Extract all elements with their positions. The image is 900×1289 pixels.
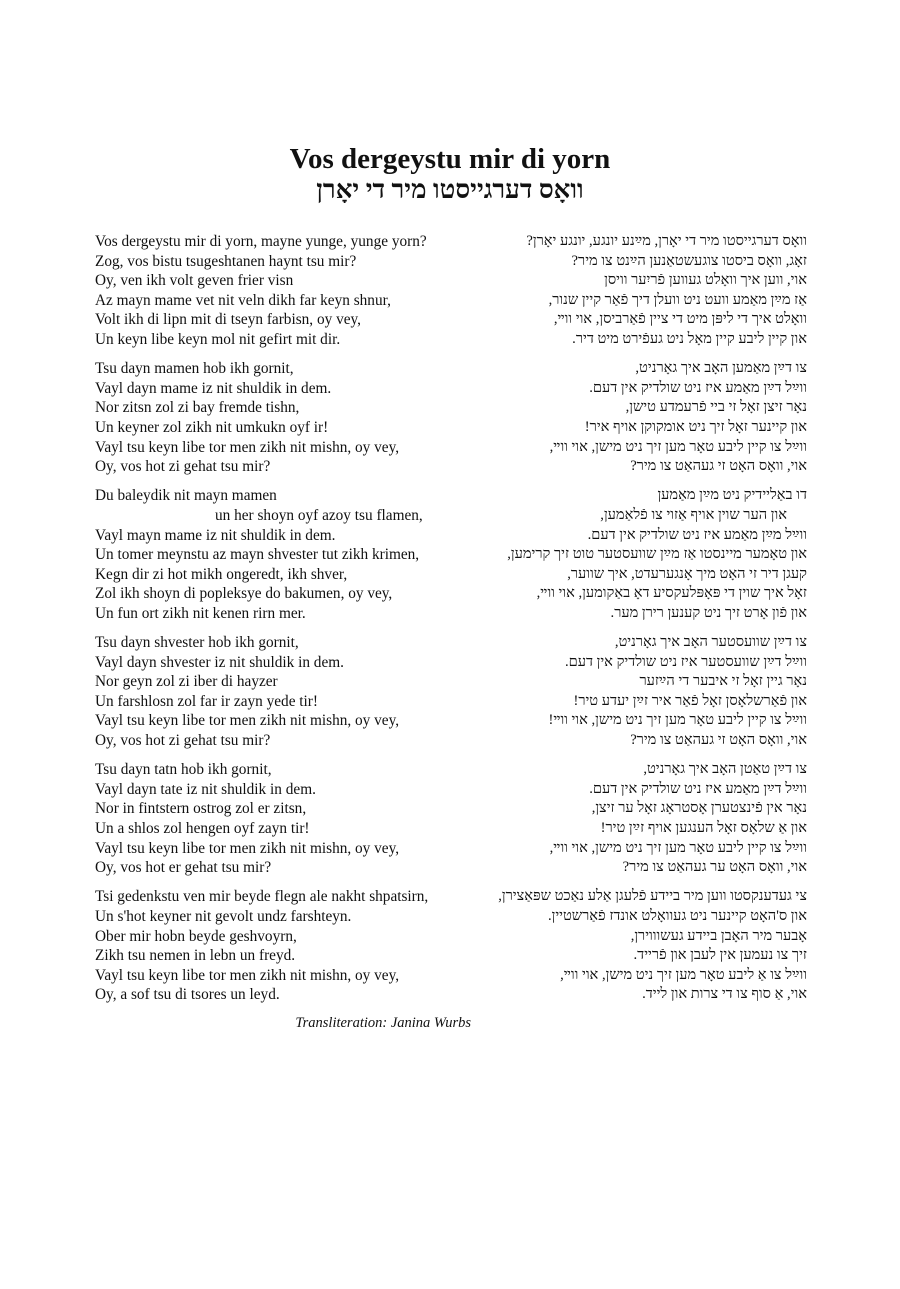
hebrew-line: צו דײַן שוועסטער האָב איך גאָרניט, (614, 634, 807, 651)
latin-line: Un a shlos zol hengen oyf zayn tir! (95, 820, 310, 837)
hebrew-line: נאָר אין פֿינצטערן אָסטראָג זאָל ער זיצן, (591, 800, 807, 817)
hebrew-line: ווײַל צו אַ ליבע טאָר מען זיך ניט מישן, אוי ווײ, (560, 966, 807, 983)
stanza-hebrew-column (483, 633, 807, 751)
hebrew-line: און קיין ליבע קיין מאָל ניט געפֿירט מיט דיר. (572, 330, 807, 347)
stanza-hebrew-column (483, 486, 807, 623)
stanza-5 (95, 760, 807, 878)
hebrew-line: אוי, אַ סוף צו די צרות און לייד. (642, 986, 807, 1003)
hebrew-line: ווײַל צו קיין ליבע טאָר מען זיך ניט מישן, אוי ווײ! (548, 712, 807, 729)
hebrew-line: וואָלט איך די ליפּן מיט די ציין פֿאַרביסן, אוי ווײ, (553, 311, 807, 328)
hebrew-line: און הער שוין אויף אַזוי צו פֿלאַמען, (600, 506, 787, 523)
title-latin: Vos dergeystu mir di yorn (289, 143, 611, 175)
hebrew-line: ווײַל דײַן מאַמע איז ניט שולדיק אין דעם. (589, 379, 807, 396)
transliteration-credit: Transliteration: Janina Wurbs (295, 1015, 471, 1031)
hebrew-line: ווײַל מײַן מאַמע איז ניט שולדיק אין דעם. (587, 526, 807, 543)
hebrew-line: און טאָמער מיינסטו אַז מײַן שוועסטער טוט זיך קרימען, (507, 546, 807, 563)
hebrew-line: אוי, וואָס האָט ער געהאַט צו מיר? (622, 859, 807, 876)
hebrew-line: זאָל איך שוין די פּאָפּלעקסיע דאָ באַקומען, אוי ווײ, (536, 585, 807, 602)
latin-line: Un keyn libe keyn mol nit gefirt mit dir. (95, 330, 341, 348)
latin-line: Tsu dayn shvester hob ikh gornit, (95, 634, 299, 652)
latin-line: Un s'hot keyner nit gevolt undz farshteyn. (95, 907, 352, 925)
latin-line: Zol ikh shoyn di popleksye do bakumen, oy vey, (95, 585, 393, 603)
latin-line: Oy, vos hot zi gehat tsu mir? (95, 732, 271, 750)
latin-line: Vayl tsu keyn libe tor men zikh nit mishn, oy vey, (95, 839, 400, 857)
latin-line: Zog, vos bistu tsugeshtanen haynt tsu mir? (95, 252, 357, 270)
latin-line: Vos dergeystu mir di yorn, mayne yunge, yunge yorn? (95, 233, 427, 250)
latin-line: Vayl dayn tate iz nit shuldik in dem. (95, 780, 316, 798)
latin-line: Vayl dayn shvester iz nit shuldik in dem. (95, 653, 344, 671)
hebrew-line: אוי, וואָס האָט זי געהאַט צו מיר? (630, 732, 807, 749)
poem-columns (95, 232, 807, 1015)
hebrew-line: דו באַליידיק ניט מײַן מאַמען (657, 487, 807, 504)
hebrew-line: צו דײַן טאַטן האָב איך גאָרניט, (643, 761, 807, 778)
hebrew-line: און ס'האָט קיינער ניט געוואָלט אונדז פֿאַרשטיין. (547, 907, 807, 924)
stanza-hebrew-column (483, 760, 807, 878)
latin-line: Vayl tsu keyn libe tor men zikh nit mishn, oy vey, (95, 438, 400, 456)
latin-line: Vayl tsu keyn libe tor men zikh nit mishn, oy vey, (95, 712, 400, 730)
stanza-hebrew-column (483, 232, 807, 350)
latin-line: Tsu dayn mamen hob ikh gornit, (95, 360, 294, 378)
stanza-latin-column (95, 359, 483, 477)
latin-line: Kegn dir zi hot mikh ongeredt, ikh shver, (95, 565, 348, 583)
latin-line: Du baleydik nit mayn mamen (95, 487, 277, 505)
hebrew-line: אוי, ווען איך וואָלט געווען פֿריִער וויסן (604, 272, 807, 289)
hebrew-line: צי געדענקסטו ווען מיר ביידע פֿלעגן אַלע נאַכט שפּאַצירן, (498, 888, 807, 905)
hebrew-line: ווײַל צו קיין ליבע טאָר מען זיך ניט מישן, אוי ווײ, (549, 438, 807, 455)
latin-line: Tsi gedenkstu ven mir beyde flegn ale nakht shpatsirn, (95, 888, 429, 906)
latin-line: Un tomer meynstu az mayn shvester tut zikh krimen, (95, 546, 420, 564)
latin-line: Oy, vos hot er gehat tsu mir? (95, 859, 272, 877)
stanza-latin-column (95, 887, 483, 1005)
stanza-2 (95, 359, 807, 477)
stanza-latin-column (95, 633, 483, 751)
hebrew-line: זיך צו נעמען אין לעבן און פֿרייד. (633, 947, 807, 964)
stanza-4 (95, 633, 807, 751)
stanza-3 (95, 486, 807, 623)
hebrew-line: וואָס דערגייסטו מיר די יאָרן, מײַנע יונגע, יונגע יאָרן? (526, 233, 807, 249)
hebrew-line: קעגן דיר זי האָט מיך אָנגערעדט, איך שווער, (567, 565, 807, 582)
title-block (0, 143, 900, 205)
stanza-hebrew-column (483, 359, 807, 477)
hebrew-line: אוי, וואָס האָט זי געהאַט צו מיר? (630, 458, 807, 475)
hebrew-line: זאָג, וואָס ביסטו צוגעשטאַנען הײַנט צו מיר? (571, 252, 807, 269)
latin-line: Nor in fintstern ostrog zol er zitsn, (95, 800, 307, 818)
latin-line: Oy, vos hot zi gehat tsu mir? (95, 458, 271, 476)
latin-line: Nor zitsn zol zi bay fremde tishn, (95, 399, 300, 417)
hebrew-line: נאָר גיין זאָל זי איבער די הײַזער (639, 673, 807, 690)
hebrew-line: אָבער מיר האָבן ביידע געשוווירן, (630, 927, 807, 944)
latin-line: Vayl mayn mame iz nit shuldik in dem. (95, 526, 336, 544)
latin-line: Oy, a sof tsu di tsores un leyd. (95, 986, 280, 1004)
hebrew-line: ווײַל דײַן מאַמע איז ניט שולדיק אין דעם. (589, 780, 807, 797)
hebrew-line: און קיינער זאָל זיך ניט אומקוקן אויף איר! (584, 418, 807, 435)
latin-line: Oy, ven ikh volt geven frier visn (95, 272, 294, 290)
hebrew-line: צו דײַן מאַמען האָב איך גאָרניט, (635, 360, 807, 377)
latin-line: Ober mir hobn beyde geshvoyrn, (95, 927, 297, 945)
stanza-latin-column (95, 486, 483, 623)
latin-line: Volt ikh di lipn mit di tseyn farbisn, oy vey, (95, 311, 361, 329)
latin-line: Un keyner zol zikh nit umkukn oyf ir! (95, 418, 329, 436)
hebrew-line: און פֿון אָרט זיך ניט קענען רירן מער. (610, 604, 807, 621)
latin-line: un her shoyn oyf azoy tsu flamen, (215, 506, 423, 524)
hebrew-line: אַז מײַן מאַמע וועט ניט וועלן דיך פֿאַר קיין שנור, (548, 291, 807, 308)
latin-line: Un fun ort zikh nit kenen rirn mer. (95, 604, 306, 622)
stanza-hebrew-column (483, 887, 807, 1005)
latin-line: Vayl dayn mame iz nit shuldik in dem. (95, 379, 332, 397)
title-hebrew: וואָס דערגייסטו מיר די יאָרן (316, 175, 584, 204)
hebrew-line: ווײַל דײַן שוועסטער איז ניט שולדיק אין דעם. (564, 653, 807, 670)
latin-line: Tsu dayn tatn hob ikh gornit, (95, 761, 272, 779)
latin-line: Vayl tsu keyn libe tor men zikh nit mishn, oy vey, (95, 966, 400, 984)
hebrew-line: און אַ שלאָס זאָל הענגען אויף זײַן טיר! (600, 820, 807, 836)
stanza-latin-column (95, 232, 483, 350)
stanza-latin-column (95, 760, 483, 878)
hebrew-line: נאָר זיצן זאָל זי ביי פֿרעמדע טישן, (625, 399, 807, 416)
hebrew-line: און פֿאַרשלאָסן זאָל פֿאַר איר זײַן יעדע טיר! (573, 692, 807, 709)
stanza-1 (95, 232, 807, 350)
latin-line: Nor geyn zol zi iber di hayzer (95, 673, 278, 691)
latin-line: Zikh tsu nemen in lebn un freyd. (95, 947, 296, 965)
stanza-6 (95, 887, 807, 1005)
latin-line: Az mayn mame vet nit veln dikh far keyn shnur, (95, 291, 391, 309)
latin-line: Un farshlosn zol far ir zayn yede tir! (95, 692, 318, 710)
hebrew-line: ווײַל צו קיין ליבע טאָר מען זיך ניט מישן, אוי ווײ, (549, 839, 807, 856)
